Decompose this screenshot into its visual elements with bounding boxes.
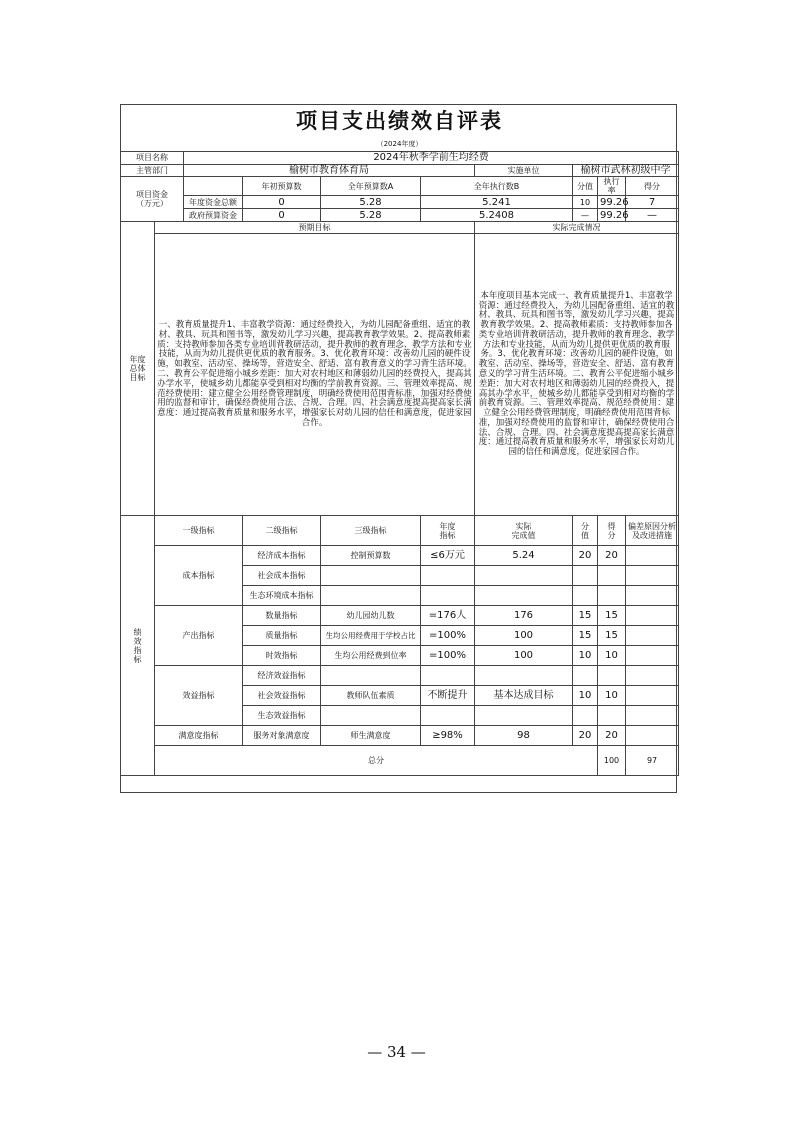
funds-row-rate: 99.26: [598, 196, 626, 209]
header-note: 偏差原因分析 及改进措施: [626, 516, 679, 546]
group-satisfaction: 满意度指标: [155, 726, 243, 746]
indicator-level3: [321, 586, 421, 606]
funds-row-score-value: 10: [573, 196, 598, 209]
project-name-label: 项目名称: [121, 152, 184, 165]
indicator-level2: 社会成本指标: [243, 566, 321, 586]
indicator-actual: 176: [475, 606, 573, 626]
indicator-note: [626, 606, 679, 626]
indicator-target: ≥98%: [421, 726, 475, 746]
group-benefit: 效益指标: [155, 666, 243, 726]
header-actual: 实际 完成值: [475, 516, 573, 546]
funds-row-initial: 0: [243, 196, 321, 209]
indicator-weight: [573, 706, 598, 726]
indicator-actual: 基本达成目标: [475, 686, 573, 706]
indicator-weight: 20: [573, 546, 598, 566]
indicator-note: [626, 646, 679, 666]
indicator-actual: 100: [475, 646, 573, 666]
indicator-note: [626, 586, 679, 606]
funds-row-score: 7: [626, 196, 679, 209]
indicator-target: [421, 566, 475, 586]
funds-row-name: 年度资金总额: [184, 196, 243, 209]
indicator-target: =100%: [421, 646, 475, 666]
funds-row-annual: 5.28: [321, 196, 421, 209]
goals-label: 年度 总体 目标: [121, 222, 155, 516]
indicator-level3: [321, 566, 421, 586]
indicator-level2: 服务对象满意度: [243, 726, 321, 746]
indicator-weight: 15: [573, 626, 598, 646]
indicator-level2: 经济效益指标: [243, 666, 321, 686]
indicator-level3: 师生满意度: [321, 726, 421, 746]
form-title: 项目支出绩效自评表: [296, 108, 503, 133]
indicator-score: [598, 586, 626, 606]
indicator-level3: 教师队伍素质: [321, 686, 421, 706]
funds-blank: [184, 177, 243, 196]
indicator-weight: [573, 666, 598, 686]
indicator-actual: 5.24: [475, 546, 573, 566]
funds-row-initial: 0: [243, 209, 321, 222]
indicator-level3: 生均公用经费用于学校占比: [321, 626, 421, 646]
header-level3: 三级指标: [321, 516, 421, 546]
indicator-level2: 生态环境成本指标: [243, 586, 321, 606]
indicator-note: [626, 666, 679, 686]
indicator-target: [421, 586, 475, 606]
indicator-target: =176人: [421, 606, 475, 626]
indicator-target: 不断提升: [421, 686, 475, 706]
header-target: 年度 指标: [421, 516, 475, 546]
indicator-note: [626, 726, 679, 746]
indicator-level3: 幼儿园幼儿数: [321, 606, 421, 626]
page-number: — 34 —: [367, 1043, 426, 1061]
funds-row-executed: 5.241: [421, 196, 573, 209]
header-level2: 二级指标: [243, 516, 321, 546]
indicator-actual: [475, 566, 573, 586]
actual-status-text: 本年度项目基本完成一、教育质量提升1、丰富教学资源：通过经费投入，为幼儿园配备重组、适宜的教材、教具、玩具和图书等，激发幼儿学习兴趣，提高教育教学效果。2、提高教师素质：支持教师参加各类专业培训背教研活动，提升教师的教育理念、教学方法和专业技能，从而为幼儿提供更优质的教育服务。3、优化教育环境：改善幼儿园的硬件设施，如教室、活动室、操场等，营造安全、舒适、富有教育意义的学习背生活环境。二、教育公平促进缩小城乡差距：加大对农村地区和薄弱幼儿园的经费投入，提高其办学水平，使城乡幼儿都能享受到相对均衡的学前教育资源。三、管理效率提高、规范经费使用：建立健全公用经费管理制度，明确经费使用范围背标准，加强对经费使用的监督和审计，确保经费使用合法、合规、合理。四、社会满意度提高提高家长满意度：通过提高教育质量和服务水平，增强家长对幼儿园的信任和满意度，促进家园合作。: [475, 234, 679, 516]
group-output: 产出指标: [155, 606, 243, 666]
total-label: 总分: [155, 746, 598, 776]
funds-header-annual: 全年预算数A: [321, 177, 421, 196]
total-weight: 100: [598, 746, 626, 776]
indicator-score: 15: [598, 606, 626, 626]
total-score: 97: [626, 746, 679, 776]
indicator-level2: 社会效益指标: [243, 686, 321, 706]
header-level1: 一级指标: [155, 516, 243, 546]
indicator-note: [626, 546, 679, 566]
indicator-score: 20: [598, 726, 626, 746]
indicator-level3: 控制预算数: [321, 546, 421, 566]
project-name: 2024年秋季学前生均经费: [184, 152, 679, 165]
indicators-label: 绩 效 指 标: [121, 516, 155, 776]
indicator-weight: 15: [573, 606, 598, 626]
impl-unit-value: 榆树市武林初级中学: [573, 164, 679, 177]
indicator-weight: 20: [573, 726, 598, 746]
indicator-weight: 10: [573, 646, 598, 666]
indicator-level2: 时效指标: [243, 646, 321, 666]
indicator-level3: 生均公用经费到位率: [321, 646, 421, 666]
funds-row-rate: 99.26: [598, 209, 626, 222]
indicator-target: ≤6万元: [421, 546, 475, 566]
expected-goals-header: 预期目标: [155, 222, 475, 234]
indicator-score: 10: [598, 686, 626, 706]
indicator-note: [626, 566, 679, 586]
indicator-score: 20: [598, 546, 626, 566]
expected-goals-text: 一、教育质量提升1、丰富教学资源：通过经费投入，为幼儿园配备重组、适宜的教材、教具、玩具和图书等，激发幼儿学习兴趣，提高教育教学效果。2、提高教师素质：支持教师参加各类专业培训背教研活动，提升教师的教育理念、教学方法和专业技能，从而为幼儿提供更优质的教育服务。3、优化教育环境：改善幼儿园的硬件设施，如教室、活动室、操场等，营造安全、舒适、富有教育意义的学习背生活环境。二、教育公平促进缩小城乡差距：加大对农村地区和薄弱幼儿园的经费投入，提高其办学水平，使城乡幼儿都能享受到相对均衡的学前教育资源。三、管理效率提高、规范经费使用：建立健全公用经费管理制度，明确经费使用范围背标准，加强对经费使用的监督和审计，确保经费使用合法、合规、合理。四、社会满意度提高提高家长满意度：通过提高教育质量和服务水平，增强家长对幼儿园的信任和满意度，促进家园合作。: [155, 234, 475, 516]
funds-row-executed: 5.2408: [421, 209, 573, 222]
funds-row-name: 政府预算资金: [184, 209, 243, 222]
funds-header-score-value: 分值: [573, 177, 598, 196]
impl-unit-label: 实施单位: [475, 164, 573, 177]
dept-label: 主管部门: [121, 164, 184, 177]
actual-status-header: 实际完成情况: [475, 222, 679, 234]
funds-header-score: 得分: [626, 177, 679, 196]
indicator-level2: 质量指标: [243, 626, 321, 646]
indicator-level3: [321, 706, 421, 726]
funds-header-rate: 执行率: [598, 177, 626, 196]
indicator-score: 15: [598, 626, 626, 646]
indicator-score: [598, 666, 626, 686]
indicator-weight: [573, 566, 598, 586]
funds-header-executed: 全年执行数B: [421, 177, 573, 196]
indicator-actual: [475, 666, 573, 686]
header-score: 得 分: [598, 516, 626, 546]
indicator-note: [626, 706, 679, 726]
indicator-actual: 100: [475, 626, 573, 646]
indicator-note: [626, 686, 679, 706]
header-weight: 分 值: [573, 516, 598, 546]
funds-label: 项目资金 （万元）: [121, 177, 184, 222]
indicator-level2: 生态效益指标: [243, 706, 321, 726]
indicator-level3: [321, 666, 421, 686]
indicator-level2: 经济成本指标: [243, 546, 321, 566]
indicator-weight: [573, 586, 598, 606]
indicator-target: [421, 706, 475, 726]
indicator-actual: 98: [475, 726, 573, 746]
indicator-target: [421, 666, 475, 686]
indicator-weight: 10: [573, 686, 598, 706]
indicator-level2: 数量指标: [243, 606, 321, 626]
funds-row-annual: 5.28: [321, 209, 421, 222]
funds-row-score-value: —: [573, 209, 598, 222]
indicator-target: =100%: [421, 626, 475, 646]
indicator-score: [598, 566, 626, 586]
evaluation-table: [120, 151, 679, 776]
evaluation-sheet: [120, 104, 677, 793]
funds-header-initial: 年初预算数: [243, 177, 321, 196]
indicator-score: 10: [598, 646, 626, 666]
funds-row-score: —: [626, 209, 679, 222]
indicator-score: [598, 706, 626, 726]
form-subtitle: （2024年度）: [376, 140, 423, 148]
dept-value: 榆树市教育体育局: [184, 164, 475, 177]
indicator-actual: [475, 706, 573, 726]
indicator-note: [626, 626, 679, 646]
group-cost: 成本指标: [155, 546, 243, 606]
indicator-actual: [475, 586, 573, 606]
